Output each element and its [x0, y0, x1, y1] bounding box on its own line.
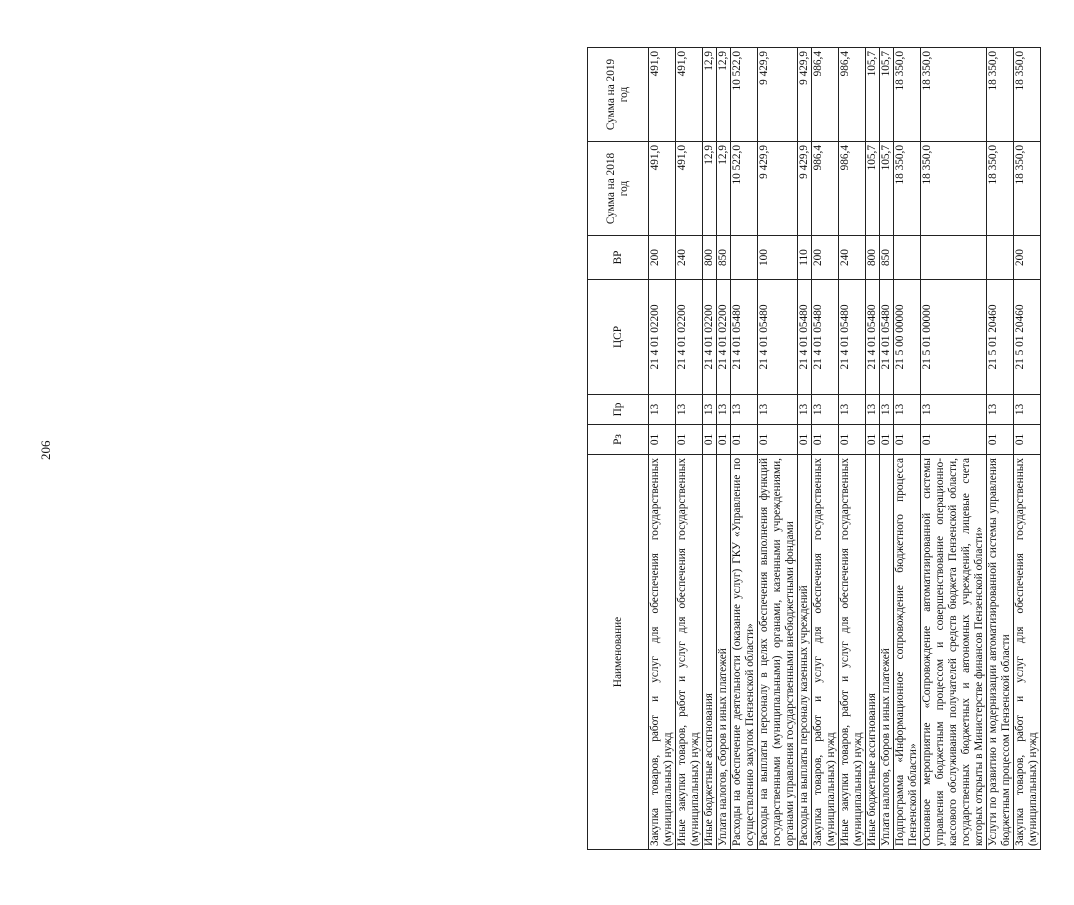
cell-csr: 21 4 01 02200	[717, 280, 731, 395]
cell-sum-2018: 105,7	[866, 142, 880, 236]
cell-pr: 13	[880, 395, 894, 425]
cell-rz: 01	[921, 425, 987, 455]
cell-sum-2018: 18 350,0	[894, 142, 921, 236]
table-row	[1014, 48, 1041, 850]
cell-vr	[731, 236, 758, 280]
cell-rz: 01	[894, 425, 921, 455]
cell-vr: 240	[839, 236, 866, 280]
cell-vr: 200	[1014, 236, 1041, 280]
table-row	[676, 48, 703, 850]
cell-name: Закупка товаров, работ и услуг для обеспечения государственных (муниципальных) нужд	[649, 455, 676, 850]
table-header-row	[588, 48, 649, 850]
cell-name: Иные бюджетные ассигнования	[703, 455, 717, 850]
cell-csr: 21 4 01 02200	[649, 280, 676, 395]
header-name: Наименование	[588, 455, 649, 850]
cell-sum-2019: 491,0	[649, 48, 676, 142]
cell-sum-2018: 105,7	[880, 142, 894, 236]
budget-table	[587, 47, 1041, 850]
cell-name: Уплата налогов, сборов и иных платежей	[880, 455, 894, 850]
cell-csr: 21 4 01 02200	[676, 280, 703, 395]
cell-sum-2019: 9 429,9	[798, 48, 812, 142]
header-sum-2018: Сумма на 2018 год	[588, 142, 649, 236]
cell-csr: 21 5 00 00000	[894, 280, 921, 395]
cell-vr	[894, 236, 921, 280]
cell-name: Расходы на выплаты персоналу казенных учреждений	[798, 455, 812, 850]
cell-pr: 13	[921, 395, 987, 425]
cell-pr: 13	[731, 395, 758, 425]
cell-csr: 21 4 01 05480	[812, 280, 839, 395]
cell-sum-2018: 986,4	[839, 142, 866, 236]
cell-csr: 21 5 01 00000	[921, 280, 987, 395]
table-row	[758, 48, 798, 850]
cell-name: Подпрограмма «Информационное сопровождение бюджетного процесса Пензенской области»	[894, 455, 921, 850]
cell-sum-2018: 10 522,0	[731, 142, 758, 236]
table-row	[798, 48, 812, 850]
cell-sum-2019: 105,7	[866, 48, 880, 142]
cell-sum-2019: 18 350,0	[921, 48, 987, 142]
cell-vr: 200	[812, 236, 839, 280]
cell-csr: 21 4 01 05480	[731, 280, 758, 395]
cell-rz: 01	[987, 425, 1014, 455]
cell-sum-2018: 986,4	[812, 142, 839, 236]
page-number: 206	[38, 440, 53, 460]
header-sum-2019: Сумма на 2019 год	[588, 48, 649, 142]
table-row	[987, 48, 1014, 850]
cell-sum-2019: 12,9	[703, 48, 717, 142]
table-row	[880, 48, 894, 850]
cell-sum-2018: 18 350,0	[921, 142, 987, 236]
cell-rz: 01	[676, 425, 703, 455]
cell-rz: 01	[649, 425, 676, 455]
cell-name: Иные закупки товаров, работ и услуг для обеспечения государственных (муниципальных) нужд	[676, 455, 703, 850]
cell-sum-2019: 18 350,0	[894, 48, 921, 142]
cell-pr: 13	[839, 395, 866, 425]
rotated-page-content	[587, 0, 1074, 846]
cell-pr: 13	[1014, 395, 1041, 425]
cell-pr: 13	[798, 395, 812, 425]
cell-csr: 21 4 01 05480	[880, 280, 894, 395]
cell-vr	[921, 236, 987, 280]
cell-name: Расходы на выплаты персоналу в целях обеспечения выполнения функций государственными (муниципальными) органами, казенными учреждениями, органами управления государственными внебюджетными фондами	[758, 455, 798, 850]
cell-sum-2019: 986,4	[839, 48, 866, 142]
cell-sum-2019: 18 350,0	[987, 48, 1014, 142]
cell-sum-2018: 491,0	[676, 142, 703, 236]
cell-sum-2018: 12,9	[703, 142, 717, 236]
cell-sum-2018: 491,0	[649, 142, 676, 236]
cell-name: Основное мероприятие «Сопровождение автоматизированной системы управления бюджетным процессом и совершенствование операционно-кассового обслуживания получателей средств бюджета Пензенской области, государственных бюджетных и автономных учреждений, лицевые счета которых открыты в Министерстве финансов Пензенской области»	[921, 455, 987, 850]
cell-pr: 13	[987, 395, 1014, 425]
cell-rz: 01	[758, 425, 798, 455]
cell-rz: 01	[717, 425, 731, 455]
cell-vr: 800	[866, 236, 880, 280]
table-row	[921, 48, 987, 850]
table-row	[812, 48, 839, 850]
cell-rz: 01	[703, 425, 717, 455]
cell-vr: 850	[880, 236, 894, 280]
cell-sum-2018: 18 350,0	[1014, 142, 1041, 236]
cell-sum-2019: 986,4	[812, 48, 839, 142]
cell-pr: 13	[758, 395, 798, 425]
cell-csr: 21 4 01 05480	[758, 280, 798, 395]
cell-rz: 01	[866, 425, 880, 455]
header-rz: Рз	[588, 425, 649, 455]
cell-vr: 850	[717, 236, 731, 280]
table-row	[731, 48, 758, 850]
cell-csr: 21 4 01 05480	[839, 280, 866, 395]
table-row	[839, 48, 866, 850]
cell-pr: 13	[812, 395, 839, 425]
cell-name: Услуги по развитию и модернизации автоматизированной системы управления бюджетным процессом Пензенской области	[987, 455, 1014, 850]
cell-rz: 01	[880, 425, 894, 455]
cell-csr: 21 5 01 20460	[987, 280, 1014, 395]
cell-sum-2019: 12,9	[717, 48, 731, 142]
table-row	[717, 48, 731, 850]
cell-sum-2019: 9 429,9	[758, 48, 798, 142]
table-row	[894, 48, 921, 850]
cell-sum-2019: 105,7	[880, 48, 894, 142]
header-vr: ВР	[588, 236, 649, 280]
cell-vr: 100	[758, 236, 798, 280]
cell-pr: 13	[649, 395, 676, 425]
cell-pr: 13	[676, 395, 703, 425]
table-row	[649, 48, 676, 850]
cell-csr: 21 4 01 05480	[866, 280, 880, 395]
table-row	[703, 48, 717, 850]
cell-pr: 13	[703, 395, 717, 425]
cell-name: Иные закупки товаров, работ и услуг для обеспечения государственных (муниципальных) нужд	[839, 455, 866, 850]
table-row	[866, 48, 880, 850]
cell-pr: 13	[866, 395, 880, 425]
header-pr: Пр	[588, 395, 649, 425]
cell-sum-2018: 9 429,9	[798, 142, 812, 236]
cell-rz: 01	[1014, 425, 1041, 455]
cell-vr: 110	[798, 236, 812, 280]
cell-sum-2018: 12,9	[717, 142, 731, 236]
cell-vr: 800	[703, 236, 717, 280]
cell-rz: 01	[812, 425, 839, 455]
cell-vr: 240	[676, 236, 703, 280]
cell-name: Иные бюджетные ассигнования	[866, 455, 880, 850]
cell-vr: 200	[649, 236, 676, 280]
cell-name: Закупка товаров, работ и услуг для обеспечения государственных (муниципальных) нужд	[1014, 455, 1041, 850]
cell-sum-2018: 18 350,0	[987, 142, 1014, 236]
cell-pr: 13	[894, 395, 921, 425]
cell-rz: 01	[731, 425, 758, 455]
cell-vr	[987, 236, 1014, 280]
cell-rz: 01	[798, 425, 812, 455]
cell-csr: 21 4 01 05480	[798, 280, 812, 395]
cell-csr: 21 4 01 02200	[703, 280, 717, 395]
cell-name: Уплата налогов, сборов и иных платежей	[717, 455, 731, 850]
cell-sum-2018: 9 429,9	[758, 142, 798, 236]
cell-name: Закупка товаров, работ и услуг для обеспечения государственных (муниципальных) нужд	[812, 455, 839, 850]
cell-pr: 13	[717, 395, 731, 425]
cell-rz: 01	[839, 425, 866, 455]
cell-sum-2019: 18 350,0	[1014, 48, 1041, 142]
cell-csr: 21 5 01 20460	[1014, 280, 1041, 395]
cell-name: Расходы на обеспечение деятельности (оказание услуг) ГКУ «Управление по осуществлению закупок Пензенской области»	[731, 455, 758, 850]
cell-sum-2019: 10 522,0	[731, 48, 758, 142]
header-csr: ЦСР	[588, 280, 649, 395]
cell-sum-2019: 491,0	[676, 48, 703, 142]
